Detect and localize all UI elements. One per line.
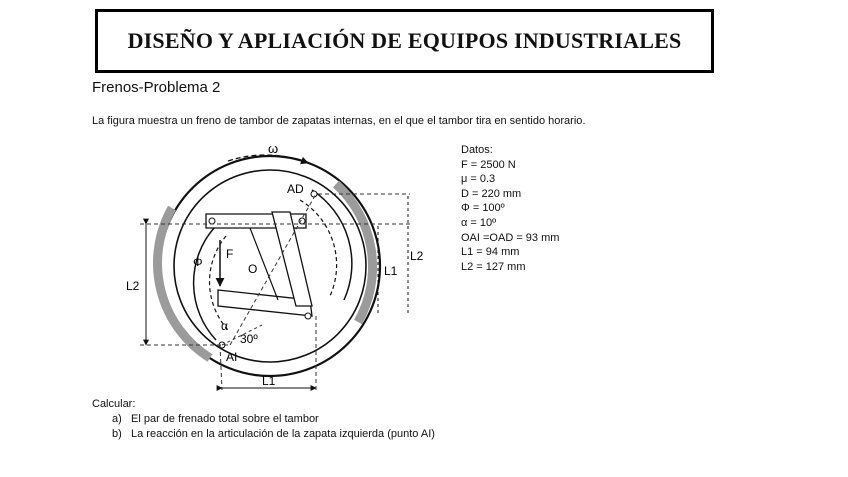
- label-l2-left: L2: [126, 279, 140, 293]
- data-item-diameter: D = 220 mm: [461, 187, 522, 200]
- page-title: DISEÑO Y APLIACIÓN DE EQUIPOS INDUSTRIALES: [127, 28, 682, 53]
- label-l2-right: L2: [410, 249, 424, 263]
- question-text: El par de frenado total sobre el tambor: [131, 413, 319, 425]
- pin-ad: [311, 191, 317, 197]
- label-phi: Φ: [193, 255, 203, 269]
- question-text: La reacción en la articulación de la zapata izquierda (punto AI): [131, 428, 435, 440]
- problem-statement: La figura muestra un freno de tambor de zapatas internas, en el que el tambor tira en sentido horario.: [92, 115, 586, 127]
- label-l1-right: L1: [384, 264, 398, 278]
- data-item-phi: Φ = 100º: [461, 202, 505, 215]
- question-label: a): [112, 413, 122, 425]
- data-item-friction: μ = 0.3: [461, 173, 496, 186]
- lining-right: [336, 184, 373, 322]
- label-angle: 30º: [240, 332, 258, 346]
- label-f: F: [226, 247, 234, 261]
- label-ai: AI: [226, 350, 238, 364]
- data-heading: Datos:: [461, 144, 493, 156]
- label-omega: ω: [268, 141, 279, 156]
- question-b: [112, 427, 435, 442]
- label-ad: AD: [287, 182, 304, 196]
- pin-left-top: [209, 218, 215, 224]
- question-a: [112, 412, 435, 427]
- questions: [92, 397, 435, 442]
- lining-left: [158, 208, 210, 358]
- label-o: O: [248, 262, 258, 276]
- data-item-l2: L2 = 127 mm: [461, 260, 526, 273]
- problem-subtitle: Frenos-Problema 2: [92, 79, 221, 96]
- data-item-force: F = 2500 N: [461, 158, 516, 171]
- label-l1-bottom: L1: [262, 374, 276, 388]
- label-alpha: α: [221, 319, 228, 333]
- data-item-alpha: α = 10º: [461, 216, 497, 229]
- data-item-oa: OAI =OAD = 93 mm: [461, 231, 560, 244]
- pin-lower: [305, 313, 311, 319]
- question-label: b): [112, 428, 122, 440]
- left-shoe: [194, 228, 216, 340]
- data-item-l1: L1 = 94 mm: [461, 246, 520, 259]
- questions-heading: Calcular:: [92, 398, 136, 410]
